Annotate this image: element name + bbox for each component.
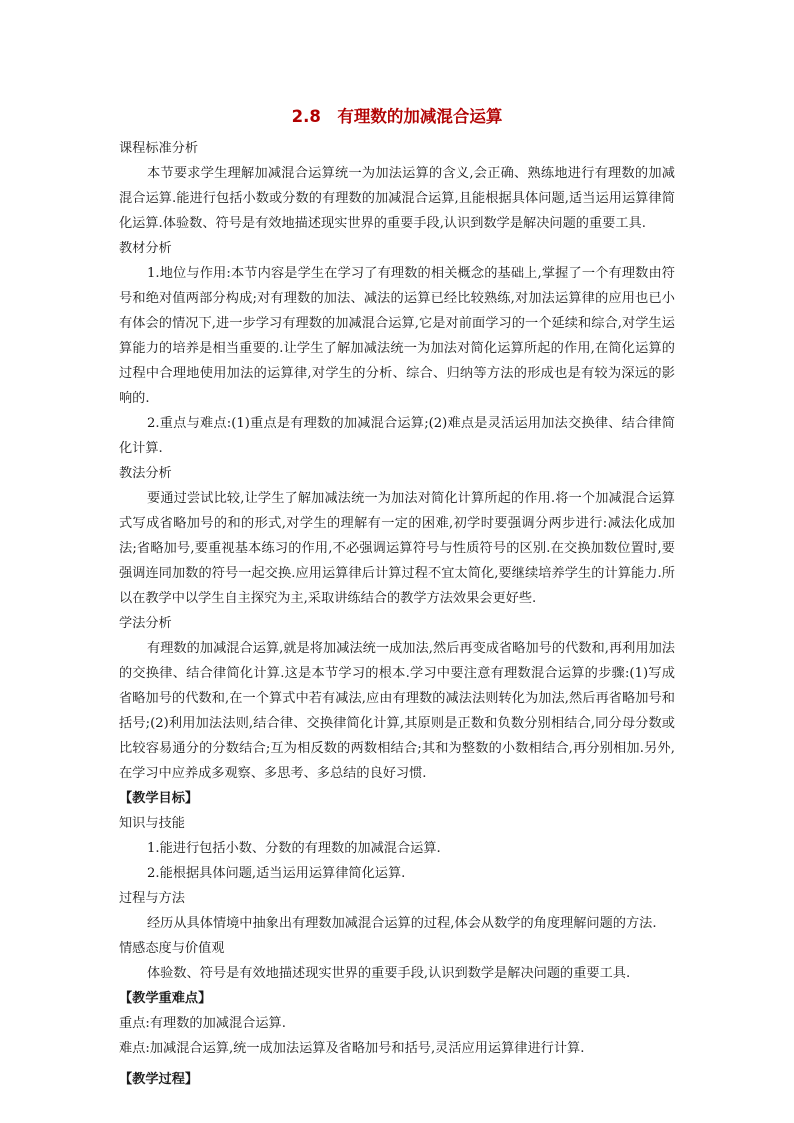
paragraph-learning-method: 有理数的加减混合运算,就是将加减法统一成加法,然后再变成省略加号的代数和,再利用加法的交换律、结合律简化计算.这是本节学习的根本.学习中要注意有理数混合运算的步骤:(1)写成省略加号的代数和,在一个算式中若有减法,应由有理数的减法法则转化为加法,然后再省略加号和括号;(2)利用加法法则,结合律、交换律简化计算,其原则是正数和负数分别相结合,同分母分数或比较容易通分的分数结合;互为相反数的两数相结合;其和为整数的小数相结合,再分别相加.另外,在学习中应养成多观察、多思考、多总结的良好习惯.: [119, 641, 675, 781]
section-heading-course-standard: 课程标准分析: [119, 141, 199, 156]
paragraph-course-standard: 本节要求学生理解加减混合运算统一为加法运算的含义,会正确、熟练地进行有理数的加减混合运算.能进行包括小数或分数的有理数的加减混合运算,且能根据具体问题,适当运用运算律简化运算.体验数、符号是有效地描述现实世界的重要手段,认识到数学是解决问题的重要工具.: [119, 166, 675, 231]
paragraph-teaching-method: 要通过尝试比较,让学生了解加减法统一为加法对简化计算所起的作用.将一个加减混合运算式写成省略加号的和的形式,对学生的理解有一定的困难,初学时要强调分两步进行:减法化成加法;省略加号,要重视基本练习的作用,不必强调运算符号与性质符号的区别.在交换加数位置时,要强调连同加数的符号一起交换.应用运算律后计算过程不宜太简化,要继续培养学生的计算能力.所以在教学中以学生自主探究为主,采取讲练结合的教学方法效果会更好些.: [119, 491, 675, 606]
paragraph-position-role: 1.地位与作用:本节内容是学生在学习了有理数的相关概念的基础上,掌握了一个有理数由符号和绝对值两部分构成;对有理数的加法、减法的运算已经比较熟练,对加法运算律的应用也已小有体会的情况下,进一步学习有理数的加减混合运算,它是对前面学习的一个延续和综合,对学生运算能力的培养是相当重要的.让学生了解加减法统一为加法对简化运算所起的作用,在简化运算的过程中合理地使用加法的运算律,对学生的分析、综合、归纳等方法的形成也是有较为深远的影响的.: [119, 266, 675, 406]
section-heading-learning-method: 学法分析: [119, 616, 172, 631]
paragraph-process-method: 经历从具体情境中抽象出有理数加减混合运算的过程,体会从数学的角度理解问题的方法.: [147, 916, 657, 931]
subheading-process-method: 过程与方法: [119, 891, 185, 906]
section-heading-textbook-analysis: 教材分析: [119, 241, 172, 256]
section-heading-teaching-process: 【教学过程】: [119, 1072, 199, 1087]
section-heading-key-difficult-points: 【教学重难点】: [119, 991, 212, 1006]
list-item-goal-1: 1.能进行包括小数、分数的有理数的加减混合运算.: [147, 841, 441, 856]
section-heading-teaching-goals: 【教学目标】: [119, 791, 199, 806]
key-point-line: 重点:有理数的加减混合运算.: [119, 1016, 286, 1031]
document-body: [119, 136, 675, 1092]
paragraph-key-difficult: 2.重点与难点:(1)重点是有理数的加减混合运算;(2)难点是灵活运用加法交换律、结合律简化计算.: [119, 416, 675, 456]
section-heading-teaching-method: 教法分析: [119, 466, 172, 481]
list-item-goal-2: 2.能根据具体问题,适当运用运算律简化运算.: [147, 866, 406, 881]
page-title: 2.8 有理数的加减混合运算: [291, 107, 503, 126]
subheading-knowledge-skills: 知识与技能: [119, 816, 185, 831]
difficult-point-line: 难点:加减混合运算,统一成加法运算及省略加号和括号,灵活应用运算律进行计算.: [119, 1041, 585, 1056]
paragraph-emotion-values: 体验数、符号是有效地描述现实世界的重要手段,认识到数学是解决问题的重要工具.: [147, 966, 631, 981]
subheading-emotion-values: 情感态度与价值观: [119, 941, 225, 956]
